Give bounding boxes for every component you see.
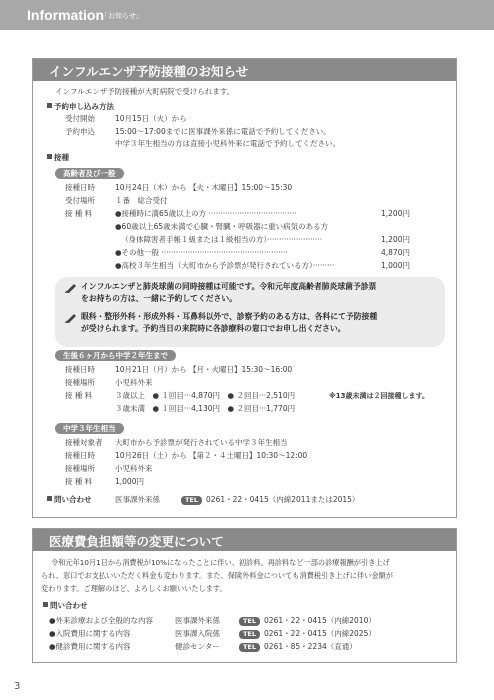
apply-value-2: 中学３年生相当の方は直接小児科外来に電話で予約してください。 bbox=[115, 139, 340, 148]
child-fee-row1: ３歳以上 ● １回目···4,870円 ● ２回目···2,510円 bbox=[115, 391, 296, 400]
cost-section-title: 医療費負担額等の変更について bbox=[49, 534, 224, 549]
apply-value-1: 15:00〜17:00までに医事課外来係に電話で予約してください。 bbox=[115, 127, 331, 136]
junior-pill: 中学３年生相当 bbox=[55, 423, 124, 434]
flu-inquiry-tel bbox=[181, 495, 359, 505]
junior-place-value: 小児科外来 bbox=[115, 464, 153, 473]
medical-cost-section bbox=[32, 528, 457, 663]
square-bullet-icon bbox=[47, 496, 52, 501]
tel-badge: TEL bbox=[181, 496, 202, 505]
child-pill: 生後６ヶ月から中学２年生まで bbox=[55, 350, 176, 361]
cost-row-tel bbox=[239, 616, 376, 626]
cost-row-item: ●健診費用に関する内容 bbox=[49, 642, 131, 651]
cost-row-item: ●入院費用に関する内容 bbox=[49, 629, 131, 638]
child-place-label: 接種場所 bbox=[65, 378, 95, 387]
junior-date-value: 10月26日（土）から 【第２・４土曜日】10:30〜12:00 bbox=[115, 451, 308, 460]
fee1-price: 1,200円 bbox=[381, 209, 410, 218]
cost-inquiry-label: 問い合わせ bbox=[50, 601, 88, 610]
child-fee-label: 接 種 料 bbox=[65, 391, 93, 400]
junior-fee-label: 接 種 料 bbox=[65, 477, 93, 486]
cost-tel-number: 0261・85・2234（直通） bbox=[264, 642, 357, 651]
flu-section-title: インフルエンザ予防接種のお知らせ bbox=[49, 64, 249, 79]
flu-vaccine-section bbox=[32, 58, 457, 518]
square-bullet-icon bbox=[43, 602, 48, 607]
child-place-value: 小児科外来 bbox=[115, 378, 153, 387]
child-date-label: 接種日時 bbox=[65, 365, 95, 374]
vaccine-heading-text: 接種 bbox=[54, 153, 69, 162]
cost-row-dept: 医事課外来係 bbox=[175, 616, 220, 625]
apply-label: 予約申込 bbox=[65, 127, 95, 136]
apply-heading-text: 予約申し込み方法 bbox=[54, 102, 114, 111]
tel-badge: TEL bbox=[239, 617, 260, 626]
elderly-pill: 高齢者及び一般 bbox=[55, 168, 124, 179]
note2-line2: が受けられます。予約当日の来院時に各診療科の窓口でお申し出ください。 bbox=[81, 324, 346, 333]
fee2b-text: （身体障害者手帳１級または１級相当の方）······················· bbox=[121, 235, 323, 244]
flu-inquiry-dept: 医事課外来係 bbox=[115, 495, 160, 504]
flu-inquiry-label: 問い合わせ bbox=[54, 495, 92, 504]
child-fee-note: ※13歳未満は２回接種します。 bbox=[329, 392, 429, 400]
fee2-text: ●60歳以上65歳未満で心臓・腎臓・呼吸器に重い病気のある方 bbox=[115, 222, 329, 231]
cost-tel-number: 0261・22・0415（内線2010） bbox=[264, 616, 376, 625]
apply-heading bbox=[47, 102, 114, 112]
junior-fee-value: 1,000円 bbox=[115, 477, 144, 486]
junior-place-label: 接種場所 bbox=[65, 464, 95, 473]
fee4-text: ●高校３年生相当（大町市から予診票が発行されている方）········· bbox=[115, 261, 335, 270]
header-subtitle: 「お知らせ」 bbox=[101, 12, 143, 20]
junior-target-value: 大町市から予診票が発行されている中学３年生相当 bbox=[115, 438, 288, 447]
note2-line1: 眼科・整形外科・形成外科・耳鼻科以外で、診察予約のある方は、各科にて予防接種 bbox=[81, 312, 378, 321]
cost-row-tel bbox=[239, 642, 357, 652]
note1-line2: をお持ちの方は、一緒に予約してください。 bbox=[81, 294, 237, 303]
flu-inquiry-heading bbox=[47, 495, 92, 505]
fee3-text: ●その他一般 ····················································· bbox=[115, 248, 288, 257]
cost-row-item: ●外来診療および全般的な内容 bbox=[49, 616, 154, 625]
square-bullet-icon bbox=[47, 154, 52, 159]
junior-target-label: 接種対象者 bbox=[65, 438, 103, 447]
elderly-date-value: 10月24日（木）から 【火・木曜日】15:00〜15:30 bbox=[115, 183, 293, 192]
start-value: 10月15日（火）から bbox=[115, 114, 187, 123]
header-title: Information bbox=[27, 7, 104, 23]
cost-row-dept: 医事課入院係 bbox=[175, 629, 220, 638]
tel-badge: TEL bbox=[239, 630, 260, 639]
child-fee-row2: ３歳未満 ● １回目···4,130円 ● ２回目···1,770円 bbox=[115, 404, 296, 413]
square-bullet-icon bbox=[47, 103, 52, 108]
syringe-icon bbox=[65, 313, 77, 323]
elderly-date-label: 接種日時 bbox=[65, 183, 95, 192]
flu-section-header bbox=[33, 59, 456, 81]
page-number: 3 bbox=[14, 681, 21, 692]
elderly-place-value: １番 総合受付 bbox=[115, 196, 168, 205]
cost-section-header bbox=[33, 529, 456, 551]
flu-intro: インフルエンザ予防接種が大町病院で受けられます。 bbox=[55, 87, 235, 96]
cost-para-2: られ、窓口でお支払いいただく料金も変わります。また、保険外料金についても消費税引き上げに伴い金額が bbox=[41, 571, 393, 580]
child-date-value: 10月21日（月）から 【月・火曜日】15:30〜16:00 bbox=[115, 365, 293, 374]
cost-row-tel bbox=[239, 629, 376, 639]
fee3-price: 4,870円 bbox=[381, 248, 410, 257]
cost-para-3: 変わります。ご理解のほど、よろしくお願いいたします。 bbox=[41, 584, 227, 593]
fee2-price: 1,200円 bbox=[381, 235, 410, 244]
junior-date-label: 接種日時 bbox=[65, 451, 95, 460]
note1-line1: インフルエンザと肺炎球菌の同時接種は可能です。令和元年度高齢者肺炎球菌予診票 bbox=[81, 282, 377, 291]
elderly-place-label: 受付場所 bbox=[65, 196, 95, 205]
vaccine-heading bbox=[47, 153, 69, 163]
syringe-icon bbox=[65, 283, 77, 293]
tel-badge: TEL bbox=[239, 643, 260, 652]
flu-tel-number: 0261・22・0415（内線2011または2015） bbox=[206, 495, 360, 504]
cost-inquiry-heading bbox=[43, 601, 88, 611]
cost-tel-number: 0261・22・0415（内線2025） bbox=[264, 629, 376, 638]
fee4-price: 1,000円 bbox=[381, 261, 410, 270]
cost-row-dept: 健診センター bbox=[175, 642, 220, 651]
cost-para-1: 令和元年10月1日から消費税が10%になったことに伴い、初診料、再診料など一部の診療報酬が引き上げ bbox=[51, 558, 390, 567]
start-label: 受付開始 bbox=[65, 114, 95, 123]
elderly-fee-label: 接 種 料 bbox=[65, 209, 93, 218]
fee1-text: ●接種時に満65歳以上の方 ····································· bbox=[115, 209, 297, 218]
note-box bbox=[55, 277, 445, 347]
